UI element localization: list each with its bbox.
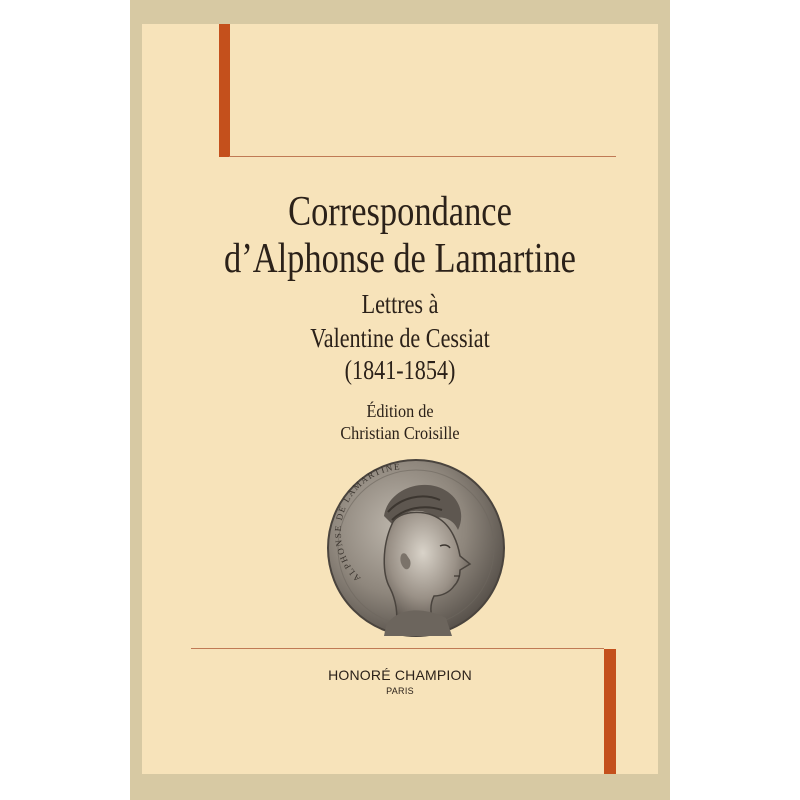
publisher-city: PARIS: [386, 686, 414, 696]
rule-bottom: [191, 648, 604, 649]
publisher-name: HONORÉ CHAMPION: [328, 667, 472, 683]
medal-inscription: ALPHONSE DE LAMARTINE: [332, 461, 402, 584]
subtitle-dates: (1841-1854): [344, 355, 456, 385]
subtitle-line-2: Valentine de Cessiat: [310, 323, 490, 353]
rule-top: [229, 156, 616, 157]
subtitle-line-1: Lettres à: [361, 289, 439, 319]
title-line-1: Correspondance: [288, 189, 512, 235]
edition-label: Édition de: [366, 401, 434, 421]
title-line-2: d’Alphonse de Lamartine: [224, 236, 576, 282]
portrait-medallion: [326, 458, 506, 638]
accent-bar-top: [219, 24, 230, 157]
editor-name: Christian Croisille: [340, 423, 460, 443]
